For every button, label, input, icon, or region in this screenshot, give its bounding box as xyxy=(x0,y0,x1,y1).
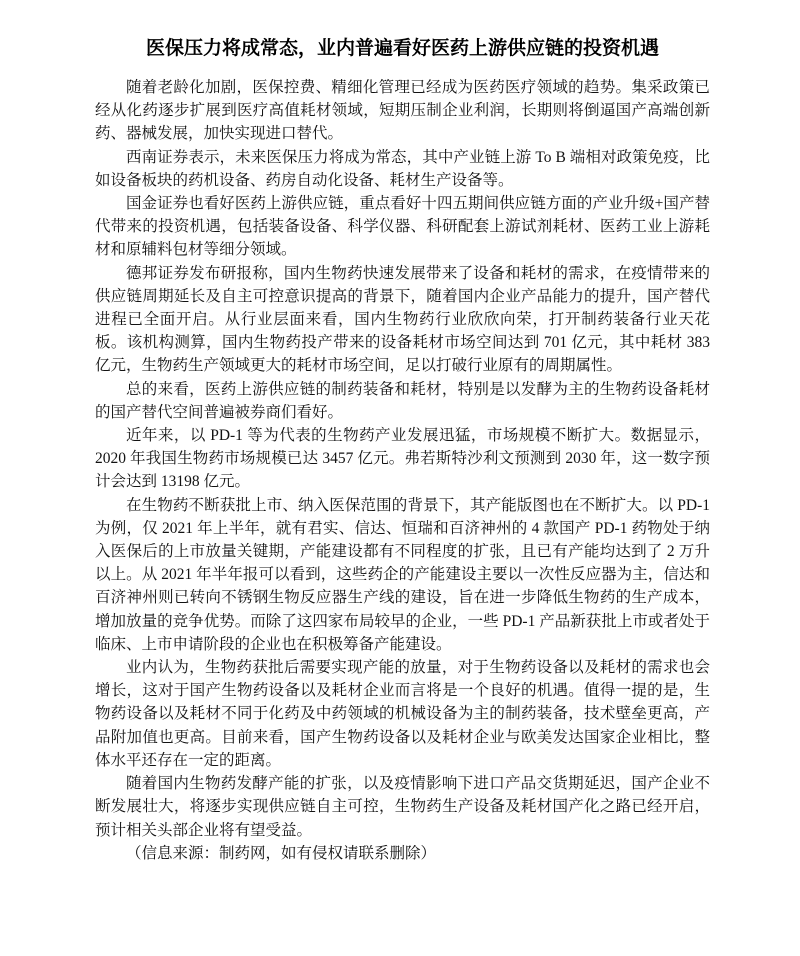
paragraph: 德邦证券发布研报称，国内生物药快速发展带来了设备和耗材的需求，在疫情带来的供应链周期延长及自主可控意识提高的背景下，随着国内企业产品能力的提升，国产替代进程已全面开启。从行业层面来看，国内生物药行业欣欣向荣，打开制药装备行业天花板。该机构测算，国内生物药投产带来的设备耗材市场空间达到 701 亿元，其中耗材 383 亿元，生物药生产领域更大的耗材市场空间，足以打破行业原有的周期属性。 xyxy=(95,264,710,375)
paragraph: 西南证券表示，未来医保压力将成为常态，其中产业链上游 To B 端相对政策免疫，比如设备板块的药机设备、药房自动化设备、耗材生产设备等。 xyxy=(95,148,710,189)
paragraph: 总的来看，医药上游供应链的制药装备和耗材，特别是以发酵为主的生物药设备耗材的国产替代空间普遍被券商们看好。 xyxy=(95,380,710,421)
paragraph: 在生物药不断获批上市、纳入医保范围的背景下，其产能版图也在不断扩大。以 PD-1 为例，仅 2021 年上半年，就有君实、信达、恒瑞和百济神州的 4 款国产 PD-1 药物处于纳入医保后的上市放量关键期，产能建设都有不同程度的扩张，且已有产能均达到了 2 万升以上。从 2021 年半年报可以看到，这些药企的产能建设主要以一次性反应器为主，信达和百济神州则已转向不锈钢生物反应器生产线的建设，旨在进一步降低生物药的生产成本，增加放量的竞争优势。而除了这四家布局较早的企业，一些 PD-1 产品新获批上市或者处于临床、上市申请阶段的企业也在积极筹备产能建设。 xyxy=(95,496,710,653)
paragraph: 近年来，以 PD-1 等为代表的生物药产业发展迅猛，市场规模不断扩大。数据显示，2020 年我国生物药市场规模已达 3457 亿元。弗若斯特沙利文预测到 2030 年，这一数字预计会达到 13198 亿元。 xyxy=(95,427,710,491)
paragraph: 国金证券也看好医药上游供应链，重点看好十四五期间供应链方面的产业升级+国产替代带来的投资机遇，包括装备设备、科学仪器、科研配套上游试剂耗材、医药工业上游耗材和原辅料包材等细分领域。 xyxy=(95,195,710,259)
paragraph: 业内认为，生物药获批后需要实现产能的放量，对于生物药设备以及耗材的需求也会增长，这对于国产生物药设备以及耗材企业而言将是一个良好的机遇。值得一提的是，生物药设备以及耗材不同于化药及中药领域的机械设备为主的制药装备，技术壁垒更高，产品附加值也更高。目前来看，国产生物药设备以及耗材企业与欧美发达国家企业相比，整体水平还存在一定的距离。 xyxy=(95,659,710,769)
paragraph: 随着国内生物药发酵产能的扩张，以及疫情影响下进口产品交货期延迟，国产企业不断发展壮大，将逐步实现供应链自主可控，生物药生产设备及耗材国产化之路已经开启，预计相关头部企业将有望受益。 xyxy=(95,775,710,839)
paragraph: （信息来源：制药网，如有侵权请联系删除） xyxy=(126,844,437,862)
document-title: 医保压力将成常态，业内普遍看好医药上游供应链的投资机遇 xyxy=(145,38,659,59)
document-body xyxy=(95,76,710,865)
paragraph: 随着老龄化加剧，医保控费、精细化管理已经成为医药医疗领域的趋势。集采政策已经从化药逐步扩展到医疗高值耗材领域，短期压制企业利润，长期则将倒逼国产高端创新药、器械发展，加快实现进口替代。 xyxy=(95,79,710,143)
